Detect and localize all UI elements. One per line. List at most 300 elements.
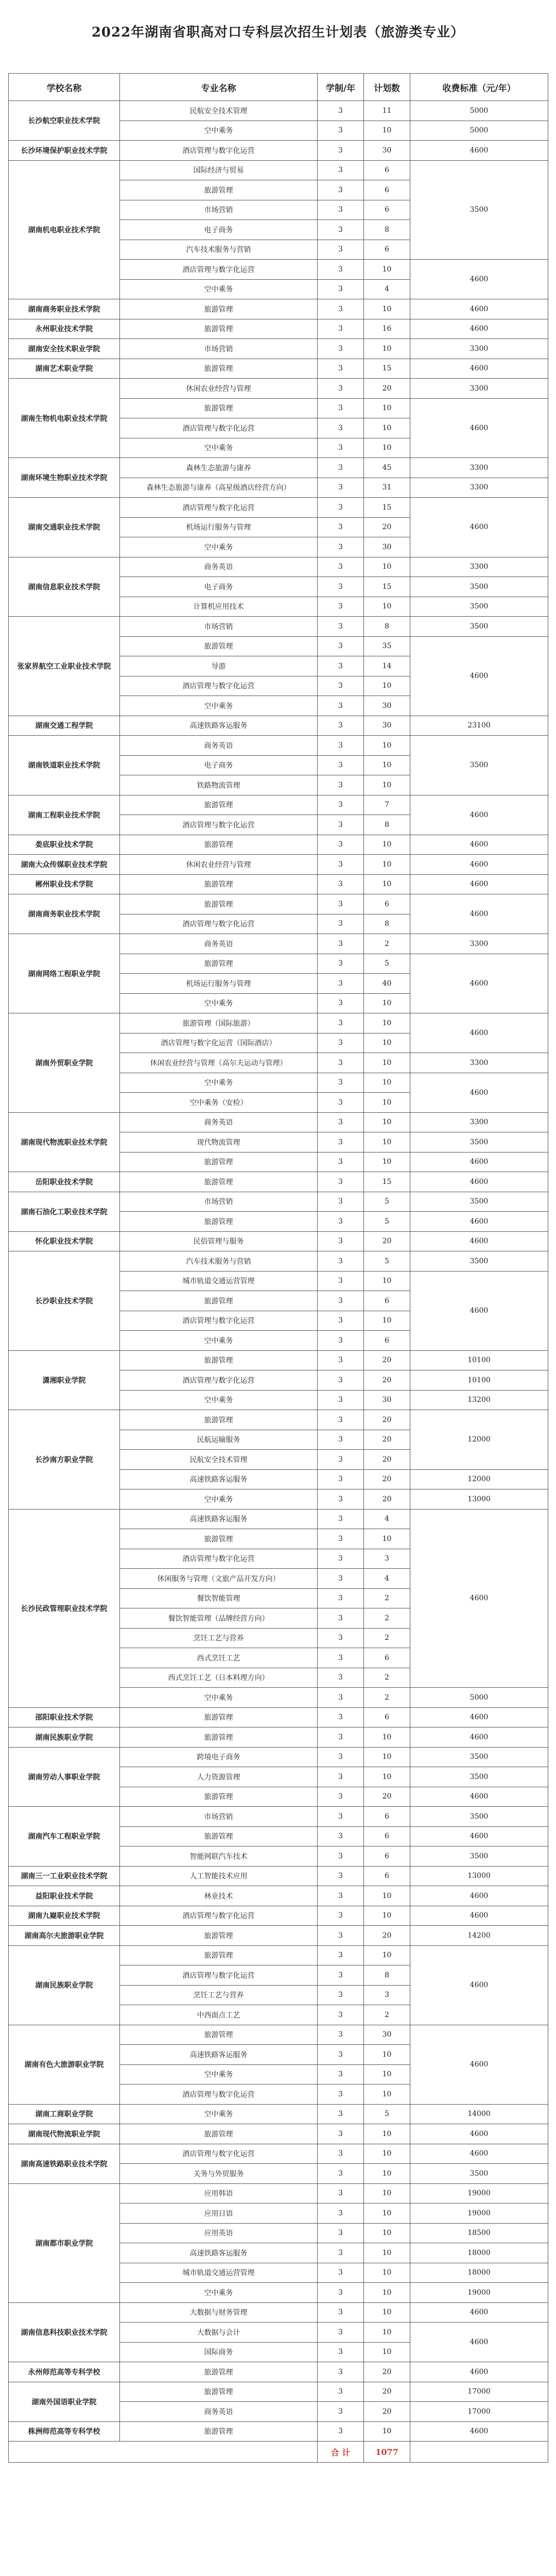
table-row xyxy=(9,160,548,180)
cell-plan-count: 6 xyxy=(364,1331,410,1351)
cell-major: 林业技术 xyxy=(120,1886,318,1906)
cell-major: 酒店管理与数字化运营 xyxy=(120,1370,318,1391)
cell-major: 酒店管理与数字化运营（国际酒店） xyxy=(120,1033,318,1053)
table-row xyxy=(9,1192,548,1212)
cell-duration: 3 xyxy=(318,1747,364,1767)
cell-major: 空中乘务 xyxy=(120,121,318,141)
cell-duration: 3 xyxy=(318,1767,364,1787)
cell-fee: 4600 xyxy=(410,2323,548,2362)
cell-fee: 4600 xyxy=(410,1707,548,1727)
cell-fee: 4600 xyxy=(410,299,548,319)
cell-plan-count: 20 xyxy=(364,1469,410,1489)
cell-major: 空中乘务 xyxy=(120,696,318,716)
total-blank-fee xyxy=(410,2442,548,2463)
cell-duration: 3 xyxy=(318,537,364,557)
cell-major: 空中乘务 xyxy=(120,1489,318,1510)
cell-fee: 4600 xyxy=(410,855,548,875)
cell-fee: 4600 xyxy=(410,636,548,716)
cell-school: 湖南外贸职业学院 xyxy=(9,1013,120,1113)
cell-plan-count: 6 xyxy=(364,1648,410,1668)
cell-duration: 3 xyxy=(318,2402,364,2422)
table-row xyxy=(9,458,548,478)
cell-plan-count: 10 xyxy=(364,339,410,359)
cell-fee: 4600 xyxy=(410,359,548,379)
cell-fee: 5000 xyxy=(410,101,548,121)
cell-major: 高速铁路客运服务 xyxy=(120,1469,318,1489)
cell-duration: 3 xyxy=(318,855,364,875)
cell-major: 旅游管理 xyxy=(120,299,318,319)
cell-major: 酒店管理与数字化运营 xyxy=(120,260,318,280)
cell-duration: 3 xyxy=(318,1132,364,1153)
cell-fee: 3300 xyxy=(410,478,548,498)
cell-major: 计算机应用技术 xyxy=(120,597,318,617)
cell-major: 关务与外贸服务 xyxy=(120,2164,318,2184)
cell-fee: 3300 xyxy=(410,1112,548,1132)
total-label: 合 计 xyxy=(318,2442,364,2463)
cell-plan-count: 20 xyxy=(364,1410,410,1430)
table-row xyxy=(9,736,548,756)
cell-plan-count: 6 xyxy=(364,200,410,220)
cell-fee: 3500 xyxy=(410,1846,548,1867)
cell-fee: 3300 xyxy=(410,557,548,577)
cell-duration: 3 xyxy=(318,2243,364,2263)
cell-plan-count: 30 xyxy=(364,141,410,161)
cell-fee: 19000 xyxy=(410,2183,548,2204)
cell-duration: 3 xyxy=(318,1013,364,1033)
cell-duration: 3 xyxy=(318,1549,364,1569)
cell-fee: 4600 xyxy=(410,795,548,835)
cell-plan-count: 20 xyxy=(364,2402,410,2422)
cell-duration: 3 xyxy=(318,1112,364,1132)
table-row xyxy=(9,1945,548,1965)
cell-school: 湖南高速铁路职业技术学院 xyxy=(9,2144,120,2183)
cell-duration: 3 xyxy=(318,458,364,478)
cell-fee: 4600 xyxy=(410,1727,548,1748)
cell-school: 长沙航空职业技术学院 xyxy=(9,101,120,141)
table-row xyxy=(9,101,548,121)
cell-fee: 3500 xyxy=(410,1132,548,1153)
cell-plan-count: 10 xyxy=(364,874,410,894)
table-row xyxy=(9,359,548,379)
cell-plan-count: 2 xyxy=(364,1608,410,1629)
cell-school: 湖南商务职业技术学院 xyxy=(9,894,120,934)
cell-school: 怀化职业技术学院 xyxy=(9,1231,120,1251)
cell-duration: 3 xyxy=(318,1866,364,1886)
cell-plan-count: 10 xyxy=(364,121,410,141)
cell-major: 汽车技术服务与营销 xyxy=(120,1251,318,1272)
cell-duration: 3 xyxy=(318,1529,364,1549)
cell-major: 空中乘务 xyxy=(120,1331,318,1351)
cell-school: 湖南艺术职业学院 xyxy=(9,359,120,379)
cell-school: 湖南现代物流职业学院 xyxy=(9,2124,120,2144)
cell-school: 湖南外国语职业学院 xyxy=(9,2382,120,2421)
cell-major: 酒店管理与数字化运营 xyxy=(120,1549,318,1569)
cell-major: 旅游管理 xyxy=(120,1410,318,1430)
cell-fee: 4600 xyxy=(410,498,548,557)
cell-major: 市场营销 xyxy=(120,1192,318,1212)
cell-fee: 13000 xyxy=(410,1489,548,1510)
cell-duration: 3 xyxy=(318,1390,364,1410)
cell-duration: 3 xyxy=(318,954,364,974)
cell-fee: 14000 xyxy=(410,2104,548,2124)
cell-duration: 3 xyxy=(318,478,364,498)
cell-major: 空中乘务 xyxy=(120,1688,318,1708)
cell-fee: 19000 xyxy=(410,2204,548,2224)
cell-fee: 3500 xyxy=(410,1251,548,1272)
table-row xyxy=(9,2104,548,2124)
cell-fee: 4600 xyxy=(410,260,548,299)
cell-fee: 10100 xyxy=(410,1350,548,1370)
cell-major: 应用日语 xyxy=(120,2204,318,2224)
cell-plan-count: 4 xyxy=(364,1509,410,1529)
cell-major: 酒店管理与数字化运营 xyxy=(120,1965,318,1986)
table-row xyxy=(9,141,548,161)
table-row xyxy=(9,894,548,914)
cell-school: 湖南民族职业学院 xyxy=(9,1727,120,1748)
cell-major: 商务英语 xyxy=(120,934,318,954)
cell-major: 旅游管理 xyxy=(120,319,318,339)
table-row xyxy=(9,1112,548,1132)
cell-plan-count: 20 xyxy=(364,1231,410,1251)
cell-major: 旅游管理 xyxy=(120,1727,318,1748)
cell-major: 旅游管理（国际旅游） xyxy=(120,1013,318,1033)
cell-plan-count: 6 xyxy=(364,1807,410,1827)
table-header-row xyxy=(9,74,548,101)
cell-major: 空中乘务 xyxy=(120,1390,318,1410)
cell-school: 湖南汽车工程职业学院 xyxy=(9,1807,120,1867)
cell-duration: 3 xyxy=(318,1152,364,1172)
cell-major: 旅游管理 xyxy=(120,954,318,974)
cell-duration: 3 xyxy=(318,1430,364,1450)
cell-major: 旅游管理 xyxy=(120,636,318,656)
cell-fee: 12000 xyxy=(410,1469,548,1489)
cell-major: 城市轨道交通运营管理 xyxy=(120,2263,318,2283)
cell-plan-count: 2 xyxy=(364,2005,410,2025)
cell-plan-count: 15 xyxy=(364,577,410,597)
cell-plan-count: 10 xyxy=(364,1529,410,1549)
cell-major: 商务英语 xyxy=(120,557,318,577)
cell-duration: 3 xyxy=(318,1410,364,1430)
cell-major: 空中乘务 xyxy=(120,2283,318,2303)
cell-duration: 3 xyxy=(318,121,364,141)
cell-plan-count: 30 xyxy=(364,716,410,736)
cell-plan-count: 15 xyxy=(364,359,410,379)
cell-duration: 3 xyxy=(318,993,364,1013)
cell-duration: 3 xyxy=(318,1569,364,1589)
cell-major: 现代物流管理 xyxy=(120,1132,318,1153)
cell-plan-count: 20 xyxy=(364,1370,410,1391)
cell-plan-count: 31 xyxy=(364,478,410,498)
cell-plan-count: 10 xyxy=(364,1033,410,1053)
table-row xyxy=(9,2302,548,2323)
cell-duration: 3 xyxy=(318,1608,364,1629)
cell-duration: 3 xyxy=(318,1688,364,1708)
cell-fee: 4600 xyxy=(410,2144,548,2164)
cell-plan-count: 15 xyxy=(364,498,410,518)
cell-duration: 3 xyxy=(318,200,364,220)
cell-plan-count: 2 xyxy=(364,934,410,954)
cell-major: 旅游管理 xyxy=(120,1787,318,1807)
cell-duration: 3 xyxy=(318,1727,364,1748)
cell-plan-count: 10 xyxy=(364,755,410,775)
cell-duration: 3 xyxy=(318,1172,364,1192)
cell-duration: 3 xyxy=(318,815,364,835)
cell-plan-count: 10 xyxy=(364,2342,410,2362)
cell-major: 国际经济与贸易 xyxy=(120,160,318,180)
cell-school: 永州师范高等专科学校 xyxy=(9,2362,120,2382)
cell-plan-count: 6 xyxy=(364,1846,410,1867)
header-plan-count: 计划数 xyxy=(364,74,410,101)
cell-school: 湖南工商职业学院 xyxy=(9,2104,120,2124)
cell-fee: 4600 xyxy=(410,1271,548,1350)
cell-major: 旅游管理 xyxy=(120,1212,318,1232)
cell-duration: 3 xyxy=(318,894,364,914)
cell-duration: 3 xyxy=(318,1826,364,1846)
cell-fee: 13000 xyxy=(410,1866,548,1886)
cell-major: 空中乘务（安检） xyxy=(120,1093,318,1113)
cell-major: 电子商务 xyxy=(120,220,318,240)
cell-major: 民俗管理与服务 xyxy=(120,1231,318,1251)
cell-major: 市场营销 xyxy=(120,200,318,220)
cell-school: 湖南三一工业职业技术学院 xyxy=(9,1866,120,1886)
table-row xyxy=(9,1747,548,1767)
cell-fee: 3300 xyxy=(410,379,548,399)
total-blank-cell xyxy=(9,2442,318,2463)
cell-major: 西式烹饪工艺（日本料理方向） xyxy=(120,1668,318,1688)
cell-duration: 3 xyxy=(318,795,364,815)
cell-school: 湖南商务职业技术学院 xyxy=(9,299,120,319)
cell-plan-count: 4 xyxy=(364,1569,410,1589)
cell-school: 湖南劳动人事职业学院 xyxy=(9,1747,120,1807)
cell-duration: 3 xyxy=(318,1469,364,1489)
table-row xyxy=(9,1727,548,1748)
cell-fee: 10100 xyxy=(410,1370,548,1391)
cell-fee: 3300 xyxy=(410,339,548,359)
cell-fee: 4600 xyxy=(410,1152,548,1172)
cell-major: 旅游管理 xyxy=(120,1291,318,1311)
cell-major: 旅游管理 xyxy=(120,2124,318,2144)
cell-duration: 3 xyxy=(318,2302,364,2323)
cell-duration: 3 xyxy=(318,2421,364,2442)
cell-fee: 3500 xyxy=(410,1747,548,1767)
cell-fee: 3500 xyxy=(410,1767,548,1787)
cell-plan-count: 6 xyxy=(364,1866,410,1886)
cell-fee: 4600 xyxy=(410,894,548,934)
table-row xyxy=(9,716,548,736)
cell-duration: 3 xyxy=(318,874,364,894)
cell-duration: 3 xyxy=(318,1668,364,1688)
cell-plan-count: 30 xyxy=(364,2025,410,2045)
cell-plan-count: 30 xyxy=(364,1390,410,1410)
cell-duration: 3 xyxy=(318,1787,364,1807)
table-row xyxy=(9,557,548,577)
cell-fee: 18000 xyxy=(410,2263,548,2283)
cell-plan-count: 10 xyxy=(364,2164,410,2184)
cell-major: 人力资源管理 xyxy=(120,1767,318,1787)
cell-duration: 3 xyxy=(318,2323,364,2343)
cell-major: 西式烹饪工艺 xyxy=(120,1648,318,1668)
cell-school: 长沙职业技术学院 xyxy=(9,1251,120,1351)
cell-fee: 14200 xyxy=(410,1926,548,1946)
cell-major: 休闲农业经营与管理 xyxy=(120,855,318,875)
cell-plan-count: 20 xyxy=(364,2362,410,2382)
cell-plan-count: 6 xyxy=(364,240,410,260)
cell-plan-count: 30 xyxy=(364,696,410,716)
cell-fee: 3500 xyxy=(410,577,548,597)
cell-plan-count: 10 xyxy=(364,775,410,795)
cell-fee: 4600 xyxy=(410,2302,548,2323)
cell-major: 旅游管理 xyxy=(120,1172,318,1192)
cell-plan-count: 10 xyxy=(364,2223,410,2243)
cell-duration: 3 xyxy=(318,1450,364,1470)
cell-plan-count: 10 xyxy=(364,855,410,875)
table-row xyxy=(9,934,548,954)
cell-major: 市场营销 xyxy=(120,339,318,359)
header-duration: 学制/年 xyxy=(318,74,364,101)
cell-plan-count: 10 xyxy=(364,676,410,696)
cell-major: 烹饪工艺与营养 xyxy=(120,1628,318,1648)
cell-major: 旅游管理 xyxy=(120,874,318,894)
cell-major: 中西面点工艺 xyxy=(120,2005,318,2025)
cell-duration: 3 xyxy=(318,2204,364,2224)
cell-fee: 3500 xyxy=(410,1807,548,1827)
cell-plan-count: 6 xyxy=(364,1707,410,1727)
cell-fee: 5000 xyxy=(410,1688,548,1708)
cell-major: 商务英语 xyxy=(120,736,318,756)
cell-plan-count: 20 xyxy=(364,1489,410,1510)
cell-duration: 3 xyxy=(318,2164,364,2184)
cell-plan-count: 10 xyxy=(364,2144,410,2164)
cell-duration: 3 xyxy=(318,2084,364,2105)
table-row xyxy=(9,2183,548,2204)
cell-major: 高速铁路客运服务 xyxy=(120,2243,318,2263)
cell-plan-count: 10 xyxy=(364,438,410,458)
cell-major: 空中乘务 xyxy=(120,1073,318,1093)
cell-plan-count: 40 xyxy=(364,974,410,994)
cell-major: 旅游管理 xyxy=(120,359,318,379)
cell-major: 旅游管理 xyxy=(120,2382,318,2402)
cell-school: 湖南都市职业学院 xyxy=(9,2183,120,2302)
cell-fee: 4600 xyxy=(410,141,548,161)
cell-major: 旅游管理 xyxy=(120,2362,318,2382)
table-row xyxy=(9,855,548,875)
cell-duration: 3 xyxy=(318,1886,364,1906)
cell-plan-count: 10 xyxy=(364,1945,410,1965)
cell-fee: 4600 xyxy=(410,1886,548,1906)
cell-duration: 3 xyxy=(318,1588,364,1608)
cell-duration: 3 xyxy=(318,1846,364,1867)
cell-plan-count: 7 xyxy=(364,795,410,815)
cell-plan-count: 6 xyxy=(364,160,410,180)
table-row xyxy=(9,379,548,399)
cell-duration: 3 xyxy=(318,2263,364,2283)
table-row xyxy=(9,795,548,815)
cell-fee: 23100 xyxy=(410,716,548,736)
cell-plan-count: 5 xyxy=(364,2104,410,2124)
cell-plan-count: 4 xyxy=(364,279,410,299)
cell-major: 人工智能技术应用 xyxy=(120,1866,318,1886)
cell-major: 餐饮智能管理（品牌经营方向） xyxy=(120,1608,318,1629)
cell-duration: 3 xyxy=(318,716,364,736)
cell-major: 空中乘务 xyxy=(120,2104,318,2124)
cell-fee: 13200 xyxy=(410,1390,548,1410)
cell-plan-count: 20 xyxy=(364,2382,410,2402)
cell-plan-count: 30 xyxy=(364,537,410,557)
cell-school: 湖南交通工程学院 xyxy=(9,716,120,736)
cell-major: 旅游管理 xyxy=(120,795,318,815)
cell-duration: 3 xyxy=(318,577,364,597)
table-row xyxy=(9,2382,548,2402)
cell-duration: 3 xyxy=(318,934,364,954)
cell-major: 电子商务 xyxy=(120,577,318,597)
cell-school: 永州职业技术学院 xyxy=(9,319,120,339)
cell-duration: 3 xyxy=(318,339,364,359)
cell-major: 应用英语 xyxy=(120,2223,318,2243)
cell-plan-count: 6 xyxy=(364,894,410,914)
cell-duration: 3 xyxy=(318,1311,364,1331)
cell-major: 休闲服务与管理（文旅产品开发方向） xyxy=(120,1569,318,1589)
cell-major: 市场营销 xyxy=(120,617,318,637)
cell-major: 商务英语 xyxy=(120,1112,318,1132)
cell-duration: 3 xyxy=(318,1271,364,1291)
cell-duration: 3 xyxy=(318,2045,364,2065)
cell-plan-count: 20 xyxy=(364,1450,410,1470)
cell-plan-count: 10 xyxy=(364,2064,410,2084)
total-row xyxy=(9,2442,548,2463)
table-row xyxy=(9,1172,548,1192)
cell-major: 国际商务 xyxy=(120,2342,318,2362)
header-school: 学校名称 xyxy=(9,74,120,101)
cell-major: 智能网联汽车技术 xyxy=(120,1846,318,1867)
cell-duration: 3 xyxy=(318,755,364,775)
cell-school: 湖南铁道职业技术学院 xyxy=(9,736,120,795)
cell-major: 旅游管理 xyxy=(120,1826,318,1846)
cell-school: 湖南工程职业技术学院 xyxy=(9,795,120,835)
cell-plan-count: 8 xyxy=(364,220,410,240)
table-row xyxy=(9,2144,548,2164)
cell-fee: 17000 xyxy=(410,2402,548,2422)
cell-fee: 3500 xyxy=(410,1192,548,1212)
table-row xyxy=(9,1866,548,1886)
cell-duration: 3 xyxy=(318,240,364,260)
cell-plan-count: 45 xyxy=(364,458,410,478)
cell-plan-count: 10 xyxy=(364,1747,410,1767)
cell-fee: 18500 xyxy=(410,2223,548,2243)
cell-plan-count: 8 xyxy=(364,1965,410,1986)
cell-duration: 3 xyxy=(318,1053,364,1073)
cell-plan-count: 10 xyxy=(364,2243,410,2263)
cell-plan-count: 2 xyxy=(364,1668,410,1688)
cell-duration: 3 xyxy=(318,1251,364,1272)
cell-plan-count: 20 xyxy=(364,517,410,537)
cell-duration: 3 xyxy=(318,2283,364,2303)
cell-duration: 3 xyxy=(318,1906,364,1926)
cell-plan-count: 5 xyxy=(364,1192,410,1212)
cell-major: 酒店管理与数字化运营 xyxy=(120,1906,318,1926)
cell-major: 旅游管理 xyxy=(120,1529,318,1549)
cell-plan-count: 15 xyxy=(364,1172,410,1192)
cell-plan-count: 10 xyxy=(364,1093,410,1113)
cell-fee: 4600 xyxy=(410,1073,548,1112)
cell-major: 旅游管理 xyxy=(120,1945,318,1965)
cell-plan-count: 10 xyxy=(364,2283,410,2303)
cell-duration: 3 xyxy=(318,2025,364,2045)
cell-plan-count: 10 xyxy=(364,1112,410,1132)
cell-fee: 3300 xyxy=(410,1053,548,1073)
table-row xyxy=(9,299,548,319)
cell-duration: 3 xyxy=(318,2382,364,2402)
cell-major: 旅游管理 xyxy=(120,180,318,200)
